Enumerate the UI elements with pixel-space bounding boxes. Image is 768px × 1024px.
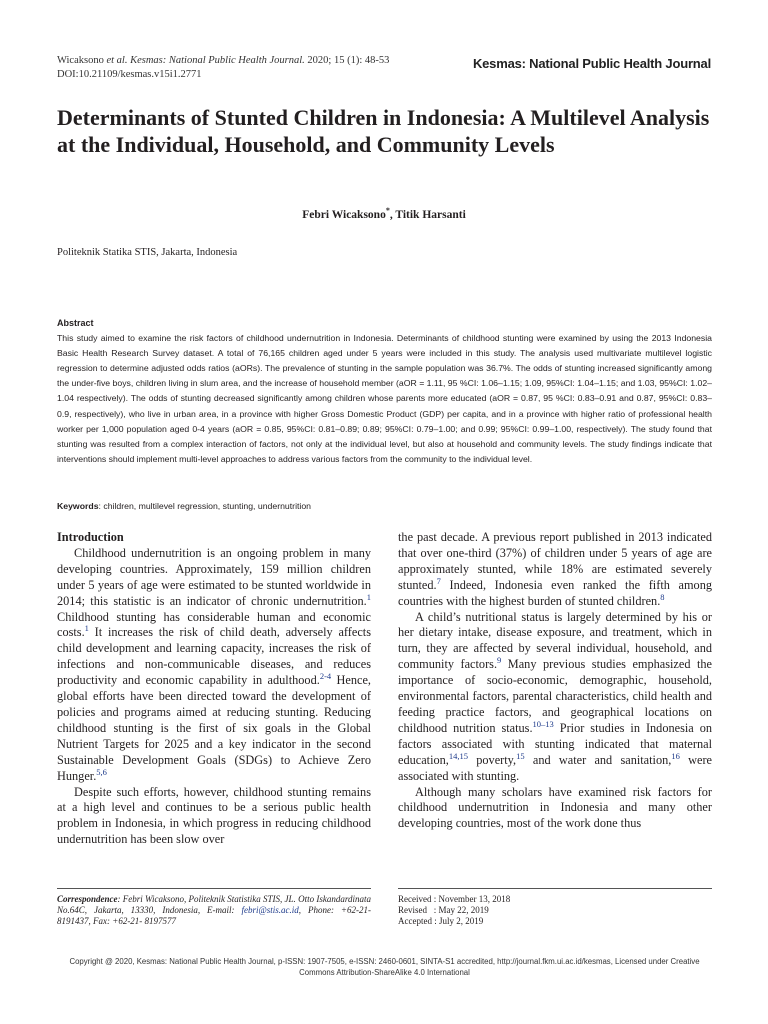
corresponding-mark: * (385, 206, 390, 215)
author-rest: , Titik Harsanti (389, 208, 466, 221)
citation-authors: Wicaksono (57, 55, 104, 66)
correspondence-label: Correspondence (57, 894, 118, 904)
citation-link[interactable]: 8 (660, 591, 665, 602)
paper-title: Determinants of Stunted Children in Indonesia: A Multilevel Analysis at the Individual, Household, and Community Levels (57, 105, 710, 157)
affiliation: Politeknik Statika STIS, Jakarta, Indonesia (57, 247, 238, 258)
paragraph: Childhood undernutrition is an ongoing problem in many developing countries. Approximately, 159 million children under 5 years of age were estimated to be stunted worldwide in 2014; this statistic is an indicator of chronic undernutrition.$^1$ Childhood stunting has considerable human and economic costs.$^1$ It increases the risk of child death, adversely affects child development and learning capacity, increases the risk of infections and non-communicable diseases, and reduces productivity and economic capability in adulthood.$^{2-4}$ Hence, global efforts have been directed toward the development of policies and programs aimed at reducing stunting. Reducing childhood stunting is the first of six goals in the Global Nutrient Targets for 2025 and a key indicator in the second Sustainable Development Goals (SDGs) to Achieve Zero Hunger.$^{5,6}$ (57, 545, 371, 783)
submission-dates (398, 894, 510, 927)
dates-divider (398, 888, 712, 889)
citation-link[interactable]: 1 (366, 591, 371, 602)
correspondence-note: Correspondence: Febri Wicaksono, Politeknik Statistika STIS, JL. Otto Iskandardinata No.64C, Jakarta, 13330, Indonesia, E-mail: febri@stis.ac.id, Phone: +62-21- 8191437, Fax: +62-21- 8197577 (57, 894, 371, 926)
email-link[interactable]: febri@stis.ac.id (241, 905, 299, 915)
author-list (0, 206, 768, 221)
citation-link[interactable]: 1 (84, 623, 89, 634)
abstract-text: This study aimed to examine the risk factors of childhood undernutrition in Indonesia. Determinants of childhood stunting were examined by using the 2013 Indonesia Basic Health Research Survey dataset. A total of 76,165 children aged under 5 years were included in this study. The analysis used multivariate multilevel logistic regression to determine adjusted odds ratios (aORs). The prevalence of stunting in the sample population was 36.7%. The odds of stunting increased significantly among the under-five boys, children living in slum area, and the increase of household member (aOR = 1.11, 95 %CI: 1.06–1.15; 1.09, 95%CI: 1.04–1.15; and 1.03, 95%CI: 1.02–1.04 respectively). The odds of stunting decreased significantly among children whose parents more educated (aOR = 0.87, 95 %CI: 0.83–0.91 and 0.87, 95%CI: 0.83–0.9, respectively), who live in urban area, in a province with higher Gross Domestic Product (GDP) per capita, and in a province with higher ratio of professional health worker per 1,000 population aged 0-4 years (aOR = 0.85, 95%CI: 0.81–0.89; 0.89; 95%CI: 0.79–1.00; and 0.99; 95%CI: 0.99–1.00, respectively). The study found that stunting was resulted from a complex interaction of factors, not only at the individual level, but also at household and community levels. The study findings indicate that interventions should implement multi-level approaches to address various factors from the community to the individual level. (57, 333, 712, 464)
doi: DOI:10.21109/kesmas.v15i1.2771 (57, 69, 202, 80)
citation-header (57, 54, 389, 82)
author-first: Febri Wicaksono (302, 208, 386, 221)
citation-link[interactable]: 15 (516, 750, 525, 761)
copyright-line: Copyright @ 2020, Kesmas: National Public Health Journal, p-ISSN: 1907-7505, e-ISSN: 2460-0601, SINTA-S1 accredited, http://journal.fkm.ui.ac.id/kesmas, Licensed under Creative (69, 957, 700, 966)
citation-link[interactable]: 9 (497, 655, 502, 666)
paragraph: Despite such efforts, however, childhood stunting remains at a high level and continues to be a serious public health problem in Indonesia, in which progress in reducing childhood undernutrition has been slow over (57, 784, 371, 847)
abstract (57, 316, 712, 467)
footnote-divider (57, 888, 371, 889)
body-column-left (57, 530, 371, 848)
citation-link[interactable]: 7 (436, 575, 441, 586)
license-line: Commons Attribution-ShareAlike 4.0 International (299, 968, 470, 977)
citation-link[interactable]: 10–13 (532, 718, 554, 729)
paragraph: the past decade. A previous report published in 2013 indicated that over one-third (37%) of children under 5 years of age are approximately stunted, while 18% are estimated severely stunted.$^7$ Indeed, Indonesia even ranked the fifth among countries with the highest burden of stunted children.$^8$ (398, 530, 712, 608)
keywords-text: : children, multilevel regression, stunting, undernutrition (98, 501, 312, 511)
section-heading-introduction: Introduction (57, 530, 124, 544)
citation-details: 2020; 15 (1): 48-53 (304, 55, 390, 66)
received-date: Received : November 13, 2018 (398, 894, 511, 904)
citation-link[interactable]: 14,15 (448, 750, 468, 761)
citation-journal: et al. Kesmas: National Public Health Journal. (103, 55, 305, 66)
accepted-date: Accepted : July 2, 2019 (398, 916, 484, 926)
citation-link[interactable]: 2-4 (319, 671, 332, 682)
citation-link[interactable]: 16 (671, 750, 680, 761)
keywords-label: Keywords (57, 501, 99, 511)
abstract-heading: Abstract (57, 318, 94, 328)
body-column-right (398, 530, 712, 832)
revised-date: Revised : May 22, 2019 (398, 905, 489, 915)
journal-name: Kesmas: National Public Health Journal (472, 56, 711, 71)
citation-link[interactable]: 5,6 (96, 766, 107, 777)
paragraph: A child’s nutritional status is largely determined by his or her dietary intake, disease exposure, and treatment, which in turn, they are affected by several individual, household, and community factors.$^9$ Many previous studies emphasized the importance of socio-economic, demographic, household, environmental factors, parental characteristics, child health and feeding practice factors, and geographical locations on childhood nutrition status.$^{10-13}$ Prior studies in Indonesia on factors associated with stunting indicated that maternal education,$^{14,15}$ poverty,$^{15}$ and water and sanitation,$^{16}$ were associated with stunting. (398, 609, 713, 783)
copyright-footer (57, 956, 712, 978)
paragraph: Although many scholars have examined risk factors for childhood undernutrition in Indonesia and many other developing countries, most of the work done thus (398, 784, 712, 831)
keywords (57, 501, 311, 511)
